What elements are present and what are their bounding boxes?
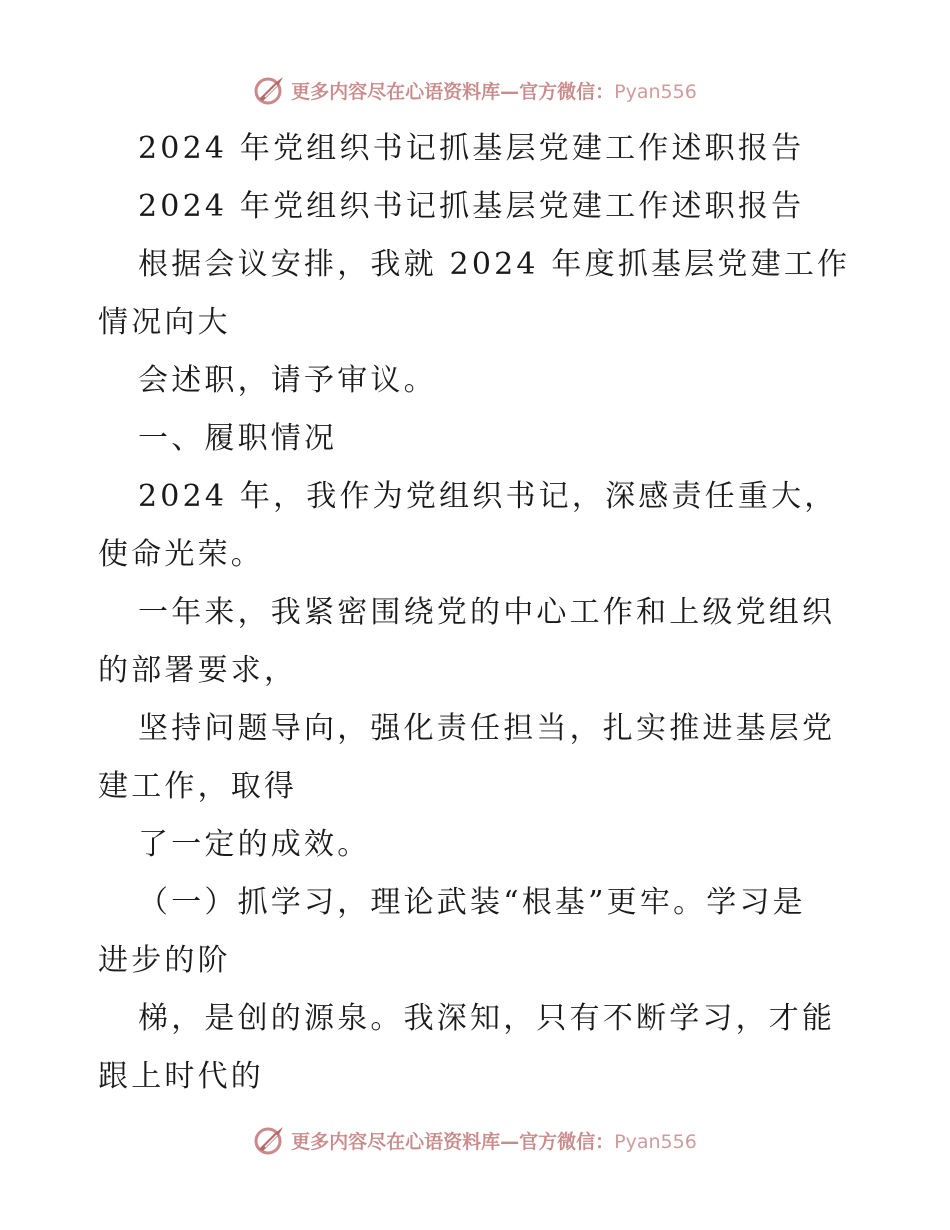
- paragraph-line: 建工作，取得: [98, 769, 298, 804]
- paragraph-line: 梯，是创的源泉。我深知，只有不断学习，才能: [138, 1001, 836, 1036]
- document-title: 2024 年党组织书记抓基层党建工作述职报告: [138, 131, 805, 166]
- watermark-footer: [0, 1120, 950, 1160]
- watermark-text: 更多内容尽在心语资料库—官方微信：Pyan556: [291, 1130, 697, 1153]
- paragraph-line: 坚持问题导向，强化责任担当，扎实推进基层党: [138, 711, 836, 746]
- section-heading: 一、履职情况: [138, 421, 338, 456]
- quill-logo-icon: [253, 73, 287, 107]
- paragraph-line: 了一定的成效。: [138, 827, 371, 862]
- document-title-repeat: 2024 年党组织书记抓基层党建工作述职报告: [138, 189, 805, 224]
- paragraph-line: 使命光荣。: [98, 537, 264, 572]
- quill-logo-icon: [253, 1123, 287, 1157]
- paragraph-line: 的部署要求，: [98, 653, 298, 688]
- watermark-header: [0, 70, 950, 110]
- paragraph-line: 2024 年，我作为党组织书记，深感责任重大，: [138, 479, 838, 514]
- paragraph-line: 会述职，请予审议。: [138, 363, 437, 398]
- paragraph-line: 一年来，我紧密围绕党的中心工作和上级党组织: [138, 595, 836, 630]
- paragraph-line: 跟上时代的: [98, 1059, 264, 1094]
- watermark-text: 更多内容尽在心语资料库—官方微信：Pyan556: [291, 80, 697, 103]
- paragraph-line: 根据会议安排，我就 2024 年度抓基层党建工作: [138, 247, 851, 282]
- paragraph-line: 进步的阶: [98, 943, 231, 978]
- subsection-heading: （一）抓学习，理论武装“根基”更牢。学习是: [138, 885, 806, 920]
- paragraph-line: 情况向大: [98, 305, 231, 340]
